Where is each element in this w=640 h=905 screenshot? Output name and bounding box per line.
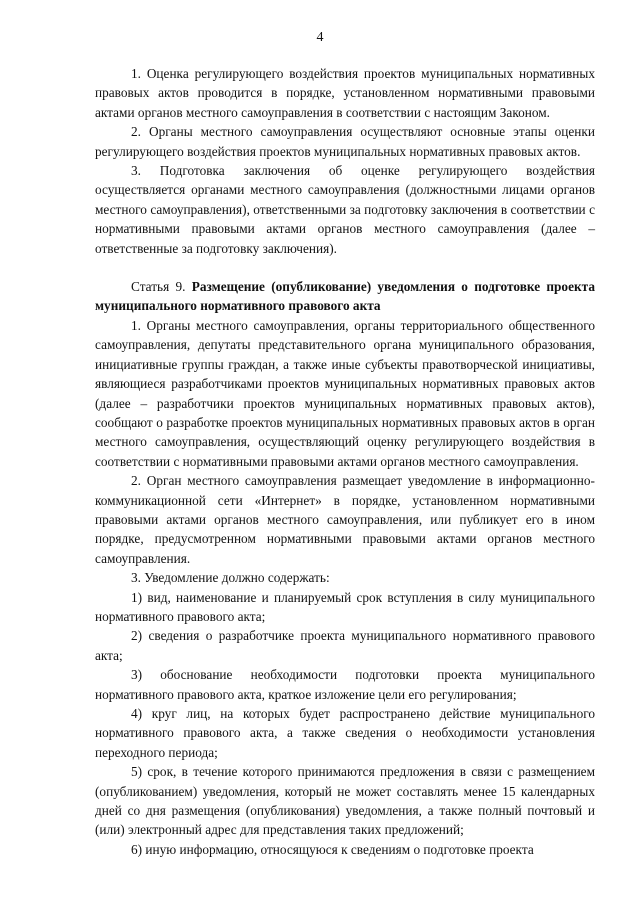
paragraph: 1. Органы местного самоуправления, органы территориального общественного самоуправления, депутаты представительного органа муниципального образования, инициативные группы граждан, а также иные субъекты правотворческой инициативы, являющиеся разработчиками проектов муниципальных нормативных правовых актов (далее – разработчики проектов муниципальных нормативных правовых актов), сообщают о разработке проектов муниципальных нормативных правовых актов в орган местного самоуправления, осуществляющий оценку регулирующего воздействия в соответствии с нормативными правовыми актами органов местного самоуправления. bbox=[95, 317, 595, 469]
article-number: Статья 9. bbox=[131, 279, 192, 295]
list-item: 3) обоснование необходимости подготовки проекта муниципального нормативного правового акта, краткое изложение цели его регулирования; bbox=[95, 667, 595, 702]
list-item: 5) срок, в течение которого принимаются предложения в связи с размещением (опубликованием) уведомления, который не может составлять менее 15 календарных дней со дня размещения (опубликования) уведомления, а также полный почтовый и (или) электронный адрес для представления таких предложений; bbox=[95, 764, 595, 838]
list-item: 6) иную информацию, относящуюся к сведениям о подготовке проекта bbox=[131, 841, 534, 857]
paragraph: 3. Подготовка заключения об оценке регулирующего воздействия осуществляется органами местного самоуправления (должностными лицами органов местного самоуправления), ответственными за подготовку заключения в соответствии с нормативными правовыми актами органов местного самоуправления (далее – ответственные за подготовку заключения). bbox=[95, 163, 595, 256]
paragraph: 3. Уведомление должно содержать: bbox=[131, 570, 330, 586]
paragraph: 1. Оценка регулирующего воздействия проектов муниципальных нормативных правовых актов проводится в порядке, установленном нормативными правовыми актами органов местного самоуправления в соответствии с настоящим Законом. bbox=[95, 66, 595, 120]
article-heading bbox=[95, 277, 595, 316]
list-item: 4) круг лиц, на которых будет распространено действие муниципального нормативного правового акта, а также сведения о необходимости установления переходного периода; bbox=[95, 706, 595, 760]
list-item: 2) сведения о разработчике проекта муниципального нормативного правового акта; bbox=[95, 628, 595, 663]
page-number: 4 bbox=[316, 30, 324, 45]
list-item: 1) вид, наименование и планируемый срок вступления в силу муниципального нормативного правового акта; bbox=[95, 589, 595, 624]
paragraph: 2. Органы местного самоуправления осуществляют основные этапы оценки регулирующего воздействия проектов муниципальных нормативных правовых актов. bbox=[95, 124, 595, 159]
article-title: Размещение (опубликование) уведомления о подготовке проекта муниципального нормативного правового акта bbox=[95, 279, 595, 314]
paragraph: 2. Орган местного самоуправления размещает уведомление в информационно-коммуникационной сети «Интернет» в порядке, установленном нормативными правовыми актами органов местного самоуправления, или публикует его в ином порядке, предусмотренном нормативными правовыми актами органов местного самоуправления. bbox=[95, 473, 595, 566]
document-body bbox=[95, 64, 595, 859]
